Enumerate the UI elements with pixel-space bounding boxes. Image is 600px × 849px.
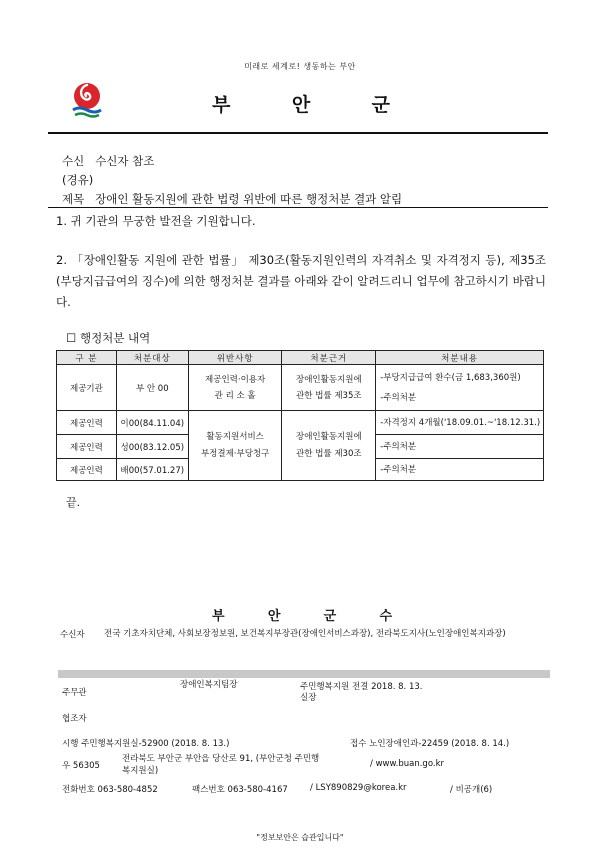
table-header-row <box>57 351 544 365</box>
table-row <box>57 365 544 411</box>
subject-label: 제목 <box>62 192 85 206</box>
disposition-table <box>56 350 544 481</box>
column-header: 처분대상 <box>116 351 188 365</box>
drafter-label: 주무관 <box>62 688 87 698</box>
fax-number: 팩스번호 063-580-4167 <box>192 785 288 795</box>
basis-line: 장애인활동지원에 <box>295 374 362 385</box>
paragraph-1: 1. 귀 기관의 무궁한 발전을 기원합니다. <box>56 214 256 228</box>
cell-target: 이00(84.11.04) <box>116 411 188 435</box>
cell-target: 부 안 00 <box>116 365 188 411</box>
buan-county-logo <box>70 80 104 120</box>
violation-line: 제공인력·이용자 <box>205 374 266 385</box>
table-row <box>57 411 544 435</box>
sender-char: 수 <box>379 609 392 624</box>
recipient-value: 수신자 참조 <box>95 154 155 168</box>
final-approval: 주민행복지원 전결 2018. 8. 13. <box>300 682 423 692</box>
column-header: 처분내용 <box>376 351 544 365</box>
cell-content <box>376 365 544 411</box>
phone-number: 전화번호 063-580-4852 <box>62 785 158 795</box>
header-divider <box>48 132 548 134</box>
cell-content: -주의처분 <box>376 459 544 481</box>
org-title-char: 부 <box>212 94 233 116</box>
end-mark: 끝. <box>66 496 81 509</box>
basis-line: 관한 법률 제35조 <box>296 390 362 401</box>
basis-line: 장애인활동지원에 <box>295 431 362 442</box>
cell-violation <box>188 365 282 411</box>
content-line: -부당지급급여 환수(금 1,683,360원) <box>380 372 521 383</box>
homepage-link[interactable]: / www.buan.go.kr <box>370 759 444 769</box>
cell-basis-merged <box>282 411 376 481</box>
paragraph-2: 2. 「장애인활동 지원에 관한 법률」 제30조(활동지원인력의 자격취소 및 자격정지 등), 제35조(부당지급급여의 징수)에 의한 행정처분 결과를 아래와 같이 알려드리니 업무에 참고하시기 바랍니다. <box>56 253 546 309</box>
disclosure-status: / 비공개(6) <box>450 785 493 795</box>
subject-divider <box>48 207 548 208</box>
column-header: 구 분 <box>57 351 117 365</box>
cell-type: 제공인력 <box>57 459 117 481</box>
section-title: ☐ 행정처분 내역 <box>66 331 151 345</box>
slogan: 미래로 세계로! 생동하는 부안 <box>244 62 356 71</box>
cell-basis <box>282 365 376 411</box>
column-header: 위반사항 <box>188 351 282 365</box>
postal-code: 우 56305 <box>62 761 100 771</box>
final-approval-title: 실장 <box>300 693 317 703</box>
receivers-text: 전국 기초자치단체, 사회보장정보원, 보건복지부장관(장애인서비스과장), 전라북도지사(노인장애인복지과장) <box>104 629 506 639</box>
subject-value: 장애인 활동지원에 관한 법령 위반에 따른 행정처분 결과 알림 <box>95 192 403 206</box>
org-title-char: 안 <box>291 94 313 116</box>
cell-target: 배00(57.01.27) <box>116 459 188 481</box>
sender-char: 군 <box>323 609 337 624</box>
address: 전라북도 부안군 부안읍 당산로 91, (부안군청 주민행복지원실) <box>122 754 320 776</box>
cell-type: 제공인력 <box>57 435 117 459</box>
organization-title <box>212 90 392 117</box>
violation-line: 부정결제·부당청구 <box>200 448 270 459</box>
basis-line: 관한 법률 제30조 <box>296 448 362 459</box>
violation-line: 관 리 소 홀 <box>214 390 256 401</box>
enforcement-info: 시행 주민행복지원실-52900 (2018. 8. 13.) <box>62 739 230 749</box>
org-title-char: 군 <box>371 94 392 116</box>
sender-char: 안 <box>267 609 281 624</box>
cell-type: 제공기관 <box>57 365 117 411</box>
via-line: (경유) <box>62 173 94 187</box>
email-link[interactable]: / LSY890829@korea.kr <box>310 783 407 793</box>
sender-title <box>212 605 392 624</box>
cell-content: -자격정지 4개월('18.09.01.~'18.12.31.) <box>376 411 544 435</box>
receivers-label: 수신자 <box>60 630 85 640</box>
violation-line: 활동지원서비스 <box>206 431 264 442</box>
cell-type: 제공인력 <box>57 411 117 435</box>
recipient-line <box>62 153 154 169</box>
approval-bar <box>58 670 550 678</box>
subject-line <box>62 191 402 207</box>
cell-violation-merged <box>188 411 282 481</box>
cell-content: -주의처분 <box>376 435 544 459</box>
sender-char: 부 <box>212 609 225 624</box>
team-leader-title: 장애인복지팀장 <box>180 680 238 690</box>
column-header: 처분근거 <box>282 351 376 365</box>
cell-target: 성00(83.12.05) <box>116 435 188 459</box>
cooperator-label: 협조자 <box>62 714 87 724</box>
content-line: -주의처분 <box>380 392 417 403</box>
security-slogan: "정보보안은 습관입니다" <box>256 833 344 842</box>
receipt-info: 접수 노인장애인과-22459 (2018. 8. 14.) <box>350 739 510 749</box>
recipient-label: 수신 <box>62 154 85 168</box>
